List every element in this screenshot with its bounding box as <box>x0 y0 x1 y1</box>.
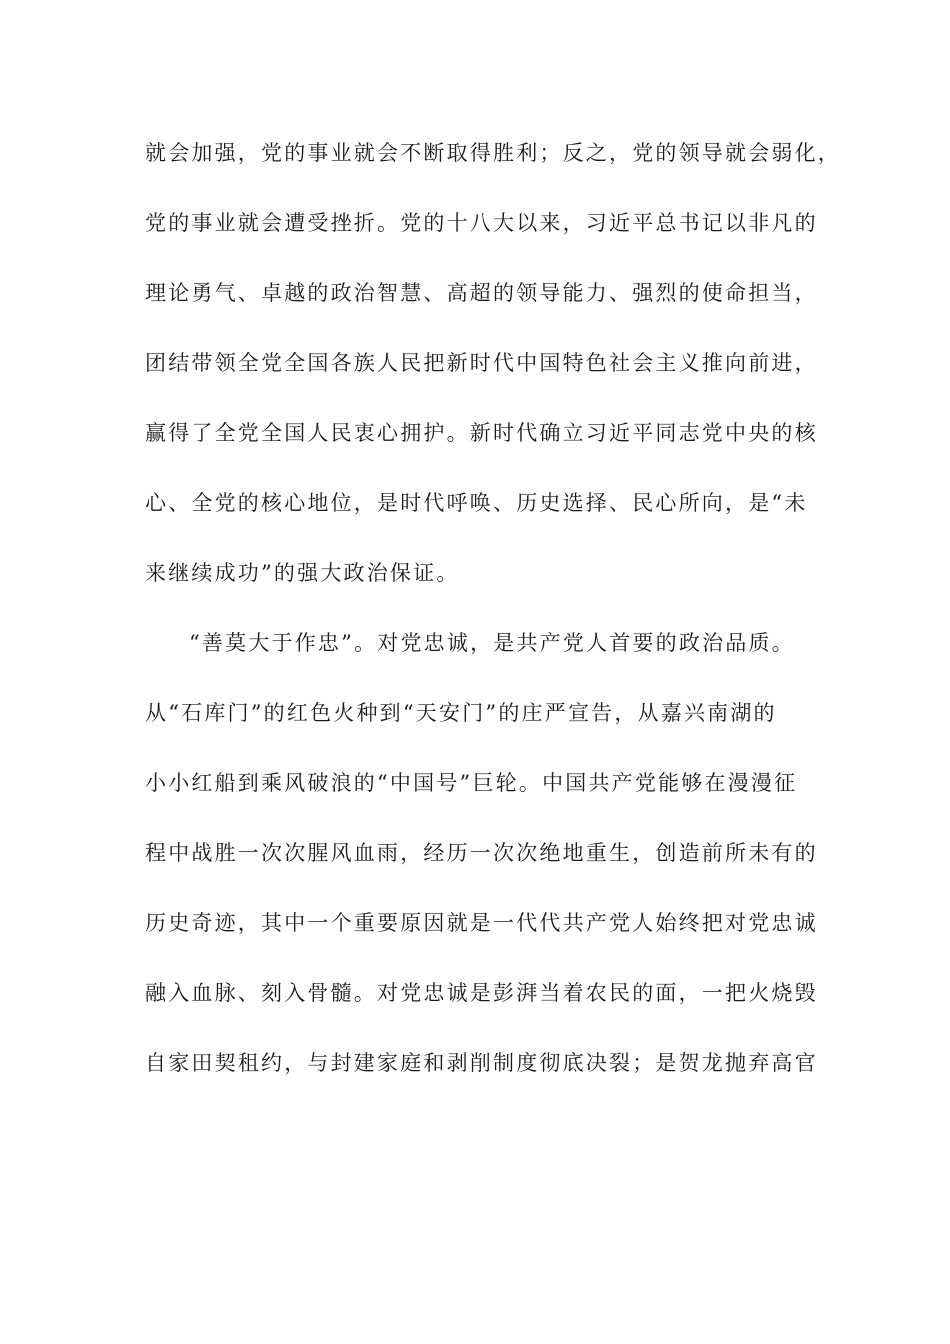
paragraph-line: 就会加强，党的事业就会不断取得胜利；反之，党的领导就会弱化， <box>145 141 841 165</box>
paragraph-line: 来继续成功”的强大政治保证。 <box>145 561 460 585</box>
paragraph-line: 自家田契租约，与封建家庭和剥削制度彻底决裂；是贺龙抛弃高官 <box>145 1051 818 1075</box>
paragraph-line: 从“石库门”的红色火种到“天安门”的庄严宣告，从嘉兴南湖的 <box>145 701 777 725</box>
paragraph-line: 党的事业就会遭受挫折。党的十八大以来，习近平总书记以非凡的 <box>145 211 818 235</box>
paragraph-line: 赢得了全党全国人民衷心拥护。新时代确立习近平同志党中央的核 <box>145 421 818 445</box>
paragraph-line: 历史奇迹，其中一个重要原因就是一代代共产党人始终把对党忠诚 <box>145 911 818 935</box>
paragraph-line: “善莫大于作忠”。对党忠诚，是共产党人首要的政治品质。 <box>189 631 795 655</box>
paragraph-line: 程中战胜一次次腥风血雨，经历一次次绝地重生，创造前所未有的 <box>145 841 818 865</box>
document-body <box>145 129 841 1109</box>
paragraph-2 <box>145 619 818 1088</box>
paragraph-line: 小小红船到乘风破浪的“中国号”巨轮。中国共产党能够在漫漫征 <box>145 771 798 795</box>
paragraph-line: 理论勇气、卓越的政治智慧、高超的领导能力、强烈的使命担当， <box>145 281 818 305</box>
paragraph-1 <box>145 129 841 598</box>
paragraph-line: 融入血脉、刻入骨髓。对党忠诚是彭湃当着农民的面，一把火烧毁 <box>145 981 818 1005</box>
paragraph-line: 心、全党的核心地位，是时代呼唤、历史选择、民心所向，是“未 <box>145 491 808 515</box>
paragraph-line: 团结带领全党全国各族人民把新时代中国特色社会主义推向前进， <box>145 351 818 375</box>
